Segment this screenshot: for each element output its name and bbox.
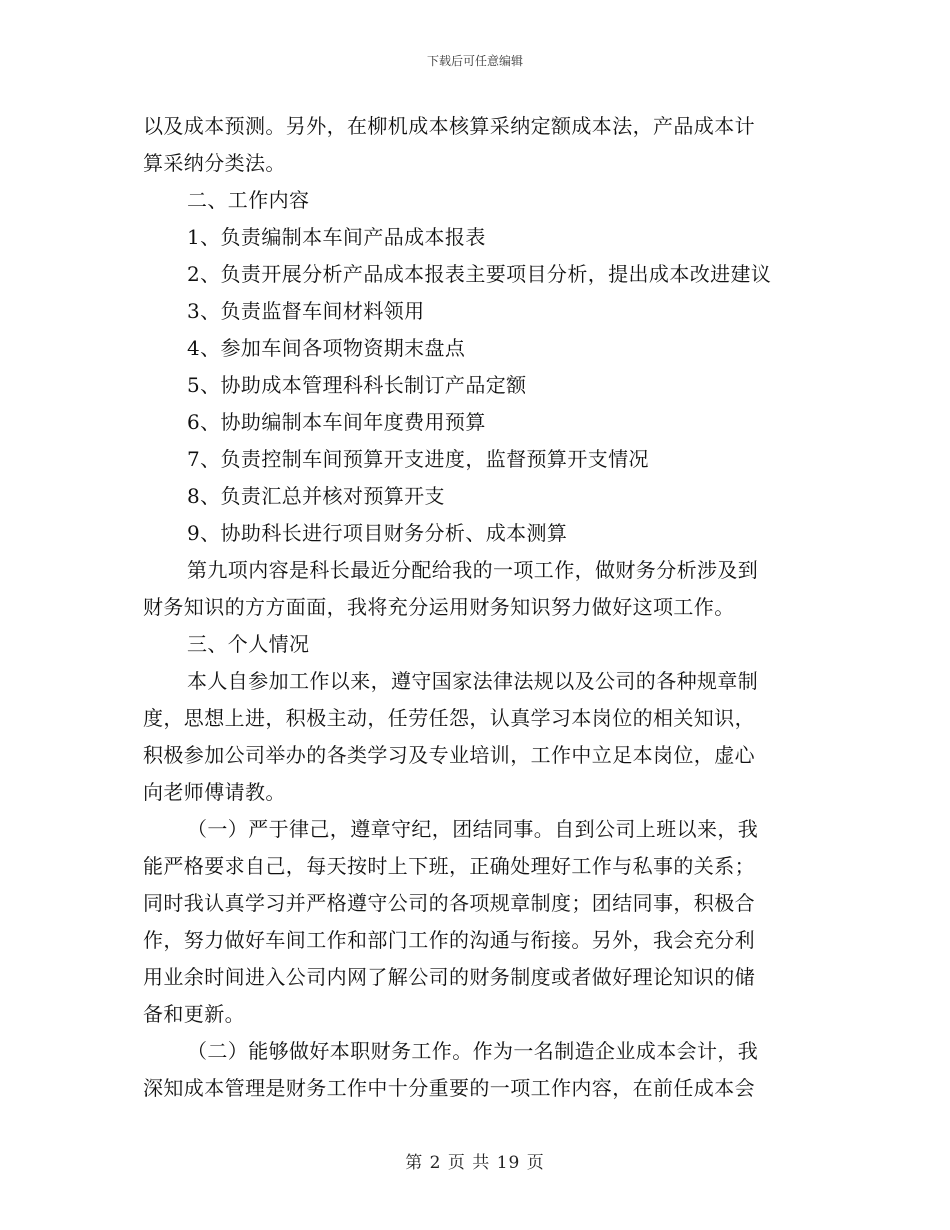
body-line: 以及成本预测。另外，在柳机成本核算采纳定额成本法，产品成本计 [143,114,755,138]
body-line: 用业余时间进入公司内网了解公司的财务制度或者做好理论知识的储 [143,965,755,989]
list-item: 2、负责开展分析产品成本报表主要项目分析，提出成本改进建议 [187,262,772,286]
body-line: 算采纳分类法。 [143,151,286,175]
body-line: 财务知识的方方面面，我将充分运用财务知识努力做好这项工作。 [143,595,735,619]
body-line: 积极参加公司举办的各类学习及专业培训，工作中立足本岗位，虚心 [143,743,755,767]
list-item: 4、参加车间各项物资期末盘点 [187,336,466,360]
list-item: 5、协助成本管理科科长制订产品定额 [187,373,527,397]
list-item: 3、负责监督车间材料领用 [187,299,425,323]
list-item: 9、协助科长进行项目财务分析、成本测算 [187,521,568,545]
body-line: 度，思想上进，积极主动，任劳任怨，认真学习本岗位的相关知识， [143,706,755,730]
body-line: 同时我认真学习并严格遵守公司的各项规章制度；团结同事，积极合 [143,891,755,915]
body-line: 备和更新。 [143,1002,245,1026]
body-line: （一）严于律己，遵章守纪，团结同事。自到公司上班以来，我 [187,817,759,841]
body-line: （二）能够做好本职财务工作。作为一名制造企业成本会计，我 [187,1039,759,1063]
list-item: 1、负责编制本车间产品成本报表 [187,225,486,249]
body-line: 第九项内容是科长最近分配给我的一项工作，做财务分析涉及到 [187,558,759,582]
section-heading: 二、工作内容 [187,188,310,212]
section-heading: 三、个人情况 [187,632,310,656]
body-line: 深知成本管理是财务工作中十分重要的一项工作内容，在前任成本会 [143,1076,755,1100]
page-number: 第 2 页 共 19 页 [405,1153,545,1173]
body-line: 本人自参加工作以来，遵守国家法律法规以及公司的各种规章制 [187,669,759,693]
page-header: 下载后可任意编辑 [426,54,523,68]
list-item: 7、负责控制车间预算开支进度，监督预算开支情况 [187,447,649,471]
document-body [143,108,813,1107]
body-line: 向老师傅请教。 [143,780,286,804]
list-item: 8、负责汇总并核对预算开支 [187,484,445,508]
body-line: 能严格要求自己，每天按时上下班，正确处理好工作与私事的关系； [143,854,755,878]
list-item: 6、协助编制本车间年度费用预算 [187,410,486,434]
body-line: 作，努力做好车间工作和部门工作的沟通与衔接。另外，我会充分利 [143,928,755,952]
